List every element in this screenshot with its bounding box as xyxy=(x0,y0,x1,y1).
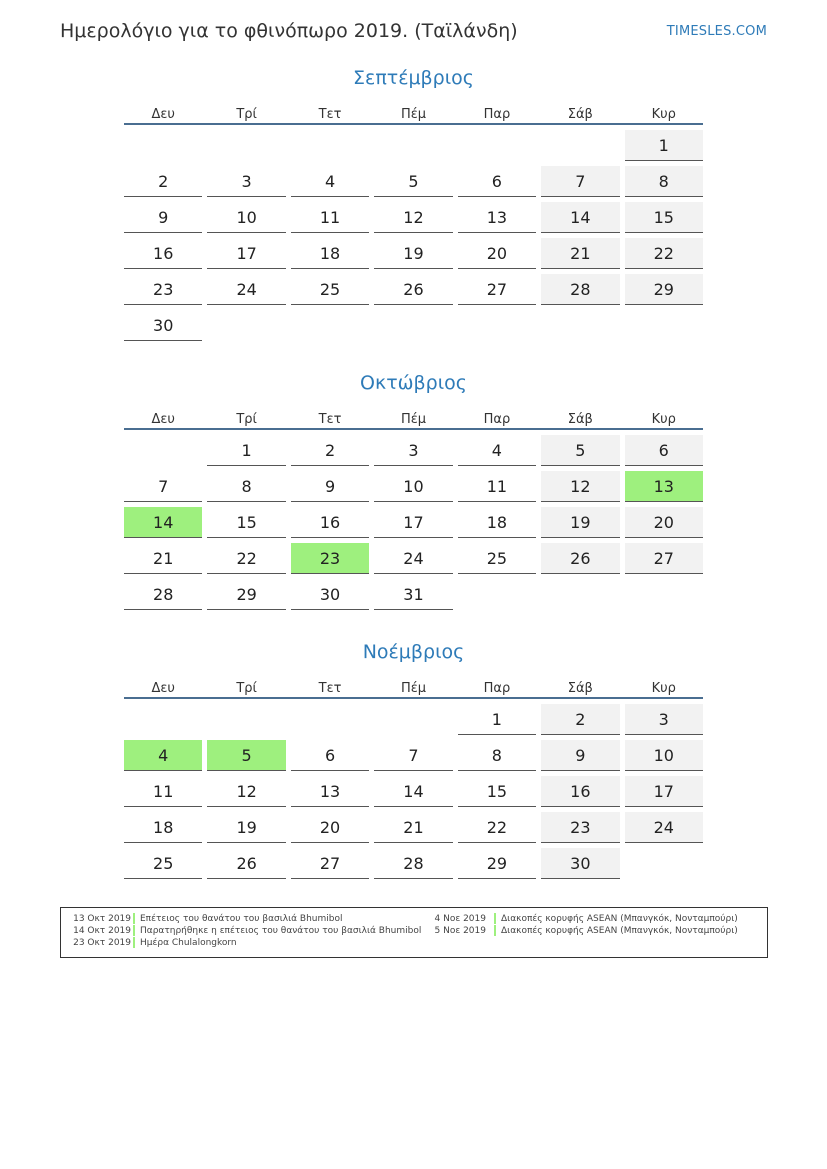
day-cell: 15 xyxy=(625,202,703,233)
day-cell: 27 xyxy=(458,274,536,305)
day-cell: 20 xyxy=(291,812,369,843)
day-cell: 29 xyxy=(207,579,285,610)
day-cell: 4 xyxy=(291,166,369,197)
weekday-label: Δευ xyxy=(151,681,175,696)
empty-day-cell xyxy=(291,704,369,735)
day-cell: 12 xyxy=(541,471,619,502)
day-cell: 24 xyxy=(374,543,452,574)
day-cell: 29 xyxy=(625,274,703,305)
weekday-label: Κυρ xyxy=(651,107,676,122)
day-cell: 13 xyxy=(291,776,369,807)
day-cell: 22 xyxy=(207,543,285,574)
month-september xyxy=(124,67,703,346)
legend-column-right xyxy=(431,913,738,937)
legend-date: 23 Οκτ 2019 xyxy=(73,938,131,948)
week-row xyxy=(124,579,703,610)
day-cell: 21 xyxy=(541,238,619,269)
legend-entry xyxy=(431,925,738,937)
day-cell: 10 xyxy=(374,471,452,502)
week-row xyxy=(124,543,703,574)
week-row xyxy=(124,848,703,879)
holiday-color-marker xyxy=(133,913,135,924)
legend-holiday-name: Διακοπές κορυφής ASEAN (Μπανγκόκ, Νονταμπούρι) xyxy=(501,926,738,936)
week-row xyxy=(124,310,703,341)
weekday-label: Σάβ xyxy=(567,681,593,696)
day-cell: 25 xyxy=(458,543,536,574)
legend-date: 14 Οκτ 2019 xyxy=(73,926,131,936)
holiday-day-cell: 4 xyxy=(124,740,202,771)
empty-day-cell xyxy=(458,130,536,161)
day-cell: 2 xyxy=(541,704,619,735)
legend-entry xyxy=(431,913,738,925)
month-name: Οκτώβριος xyxy=(360,372,467,394)
empty-day-cell xyxy=(541,130,619,161)
day-cell: 12 xyxy=(207,776,285,807)
day-cell: 31 xyxy=(374,579,452,610)
week-row xyxy=(124,130,703,161)
legend-date: 5 Νοε 2019 xyxy=(434,926,486,936)
month-name: Σεπτέμβριος xyxy=(353,67,474,89)
day-cell: 26 xyxy=(207,848,285,879)
weekday-label: Τετ xyxy=(318,107,342,122)
weekday-label: Τρί xyxy=(236,107,257,122)
day-cell: 18 xyxy=(124,812,202,843)
empty-day-cell xyxy=(374,704,452,735)
day-cell: 23 xyxy=(124,274,202,305)
empty-day-cell xyxy=(207,130,285,161)
day-cell: 16 xyxy=(541,776,619,807)
empty-day-cell xyxy=(458,579,536,610)
month-november xyxy=(124,641,703,884)
empty-day-cell xyxy=(625,579,703,610)
legend-holiday-name: Διακοπές κορυφής ASEAN (Μπανγκόκ, Νονταμπούρι) xyxy=(501,914,738,924)
day-cell: 19 xyxy=(374,238,452,269)
day-cell: 26 xyxy=(374,274,452,305)
week-row xyxy=(124,507,703,538)
empty-day-cell xyxy=(541,579,619,610)
week-row xyxy=(124,471,703,502)
weekday-label: Τετ xyxy=(318,681,342,696)
week-row xyxy=(124,776,703,807)
day-cell: 3 xyxy=(625,704,703,735)
day-cell: 27 xyxy=(625,543,703,574)
holiday-legend xyxy=(60,907,768,958)
legend-date: 13 Οκτ 2019 xyxy=(73,914,131,924)
week-row xyxy=(124,812,703,843)
legend-date: 4 Νοε 2019 xyxy=(434,914,486,924)
empty-day-cell xyxy=(541,310,619,341)
empty-day-cell xyxy=(625,848,703,879)
holiday-day-cell: 13 xyxy=(625,471,703,502)
day-cell: 4 xyxy=(458,435,536,466)
day-cell: 6 xyxy=(291,740,369,771)
day-cell: 24 xyxy=(625,812,703,843)
legend-column-left xyxy=(71,913,421,949)
holiday-day-cell: 23 xyxy=(291,543,369,574)
page-title: Ημερολόγιο για το φθινόπωρο 2019. (Ταϊλάνδη) xyxy=(60,20,518,42)
day-grid xyxy=(124,130,703,341)
day-grid xyxy=(124,435,703,610)
week-row xyxy=(124,435,703,466)
legend-holiday-name: Ημέρα Chulalongkorn xyxy=(140,938,237,948)
empty-day-cell xyxy=(625,310,703,341)
day-cell: 12 xyxy=(374,202,452,233)
weekday-label: Κυρ xyxy=(651,412,676,427)
day-cell: 19 xyxy=(207,812,285,843)
empty-day-cell xyxy=(374,310,452,341)
empty-day-cell xyxy=(458,310,536,341)
day-grid xyxy=(124,704,703,879)
weekday-label: Τρί xyxy=(236,412,257,427)
weekday-label: Τρί xyxy=(236,681,257,696)
day-cell: 6 xyxy=(625,435,703,466)
weekday-label: Τετ xyxy=(318,412,342,427)
week-row xyxy=(124,274,703,305)
weekday-label: Σάβ xyxy=(567,412,593,427)
empty-day-cell xyxy=(291,130,369,161)
day-cell: 6 xyxy=(458,166,536,197)
day-cell: 26 xyxy=(541,543,619,574)
empty-day-cell xyxy=(124,704,202,735)
day-cell: 21 xyxy=(374,812,452,843)
day-cell: 10 xyxy=(207,202,285,233)
day-cell: 18 xyxy=(458,507,536,538)
day-cell: 9 xyxy=(541,740,619,771)
day-cell: 15 xyxy=(458,776,536,807)
day-cell: 30 xyxy=(124,310,202,341)
day-cell: 10 xyxy=(625,740,703,771)
day-cell: 5 xyxy=(374,166,452,197)
day-cell: 20 xyxy=(625,507,703,538)
day-cell: 17 xyxy=(374,507,452,538)
holiday-color-marker xyxy=(133,925,135,936)
day-cell: 3 xyxy=(207,166,285,197)
weekday-header xyxy=(124,671,703,699)
weekday-header xyxy=(124,97,703,125)
day-cell: 22 xyxy=(625,238,703,269)
day-cell: 21 xyxy=(124,543,202,574)
day-cell: 14 xyxy=(374,776,452,807)
day-cell: 8 xyxy=(625,166,703,197)
day-cell: 17 xyxy=(625,776,703,807)
day-cell: 30 xyxy=(291,579,369,610)
holiday-day-cell: 14 xyxy=(124,507,202,538)
holiday-color-marker xyxy=(494,925,496,936)
day-cell: 30 xyxy=(541,848,619,879)
empty-day-cell xyxy=(207,704,285,735)
day-cell: 16 xyxy=(124,238,202,269)
day-cell: 1 xyxy=(625,130,703,161)
empty-day-cell xyxy=(207,310,285,341)
legend-holiday-name: Επέτειος του θανάτου του βασιλιά Bhumibol xyxy=(140,914,343,924)
weekday-label: Πέμ xyxy=(400,412,427,427)
holiday-color-marker xyxy=(133,937,135,948)
day-cell: 7 xyxy=(124,471,202,502)
week-row xyxy=(124,740,703,771)
day-cell: 16 xyxy=(291,507,369,538)
empty-day-cell xyxy=(291,310,369,341)
legend-entry xyxy=(71,913,421,925)
legend-holiday-name: Παρατηρήθηκε η επέτειος του θανάτου του βασιλιά Bhumibol xyxy=(140,926,422,936)
day-cell: 9 xyxy=(291,471,369,502)
legend-entry xyxy=(71,937,421,949)
day-cell: 28 xyxy=(541,274,619,305)
day-cell: 14 xyxy=(541,202,619,233)
week-row xyxy=(124,202,703,233)
day-cell: 17 xyxy=(207,238,285,269)
empty-day-cell xyxy=(374,130,452,161)
holiday-day-cell: 5 xyxy=(207,740,285,771)
day-cell: 7 xyxy=(374,740,452,771)
day-cell: 2 xyxy=(124,166,202,197)
day-cell: 28 xyxy=(374,848,452,879)
day-cell: 8 xyxy=(458,740,536,771)
empty-day-cell xyxy=(124,435,202,466)
month-name: Νοέμβριος xyxy=(362,641,465,663)
day-cell: 28 xyxy=(124,579,202,610)
day-cell: 25 xyxy=(124,848,202,879)
day-cell: 9 xyxy=(124,202,202,233)
day-cell: 2 xyxy=(291,435,369,466)
weekday-label: Δευ xyxy=(151,412,175,427)
weekday-label: Πέμ xyxy=(400,681,427,696)
week-row xyxy=(124,166,703,197)
day-cell: 18 xyxy=(291,238,369,269)
day-cell: 8 xyxy=(207,471,285,502)
weekday-label: Πέμ xyxy=(400,107,427,122)
day-cell: 23 xyxy=(541,812,619,843)
day-cell: 22 xyxy=(458,812,536,843)
day-cell: 29 xyxy=(458,848,536,879)
day-cell: 15 xyxy=(207,507,285,538)
day-cell: 19 xyxy=(541,507,619,538)
day-cell: 3 xyxy=(374,435,452,466)
day-cell: 7 xyxy=(541,166,619,197)
weekday-label: Κυρ xyxy=(651,681,676,696)
day-cell: 11 xyxy=(458,471,536,502)
weekday-label: Παρ xyxy=(483,681,511,696)
day-cell: 5 xyxy=(541,435,619,466)
weekday-label: Παρ xyxy=(483,412,511,427)
empty-day-cell xyxy=(124,130,202,161)
weekday-label: Δευ xyxy=(151,107,175,122)
day-cell: 11 xyxy=(124,776,202,807)
day-cell: 24 xyxy=(207,274,285,305)
day-cell: 25 xyxy=(291,274,369,305)
brand-link[interactable]: TIMESLES.COM xyxy=(666,24,767,39)
day-cell: 1 xyxy=(458,704,536,735)
legend-entry xyxy=(71,925,421,937)
day-cell: 11 xyxy=(291,202,369,233)
day-cell: 20 xyxy=(458,238,536,269)
day-cell: 27 xyxy=(291,848,369,879)
day-cell: 1 xyxy=(207,435,285,466)
holiday-color-marker xyxy=(494,913,496,924)
weekday-label: Παρ xyxy=(483,107,511,122)
day-cell: 13 xyxy=(458,202,536,233)
month-october xyxy=(124,372,703,615)
weekday-label: Σάβ xyxy=(567,107,593,122)
week-row xyxy=(124,238,703,269)
weekday-header xyxy=(124,402,703,430)
week-row xyxy=(124,704,703,735)
